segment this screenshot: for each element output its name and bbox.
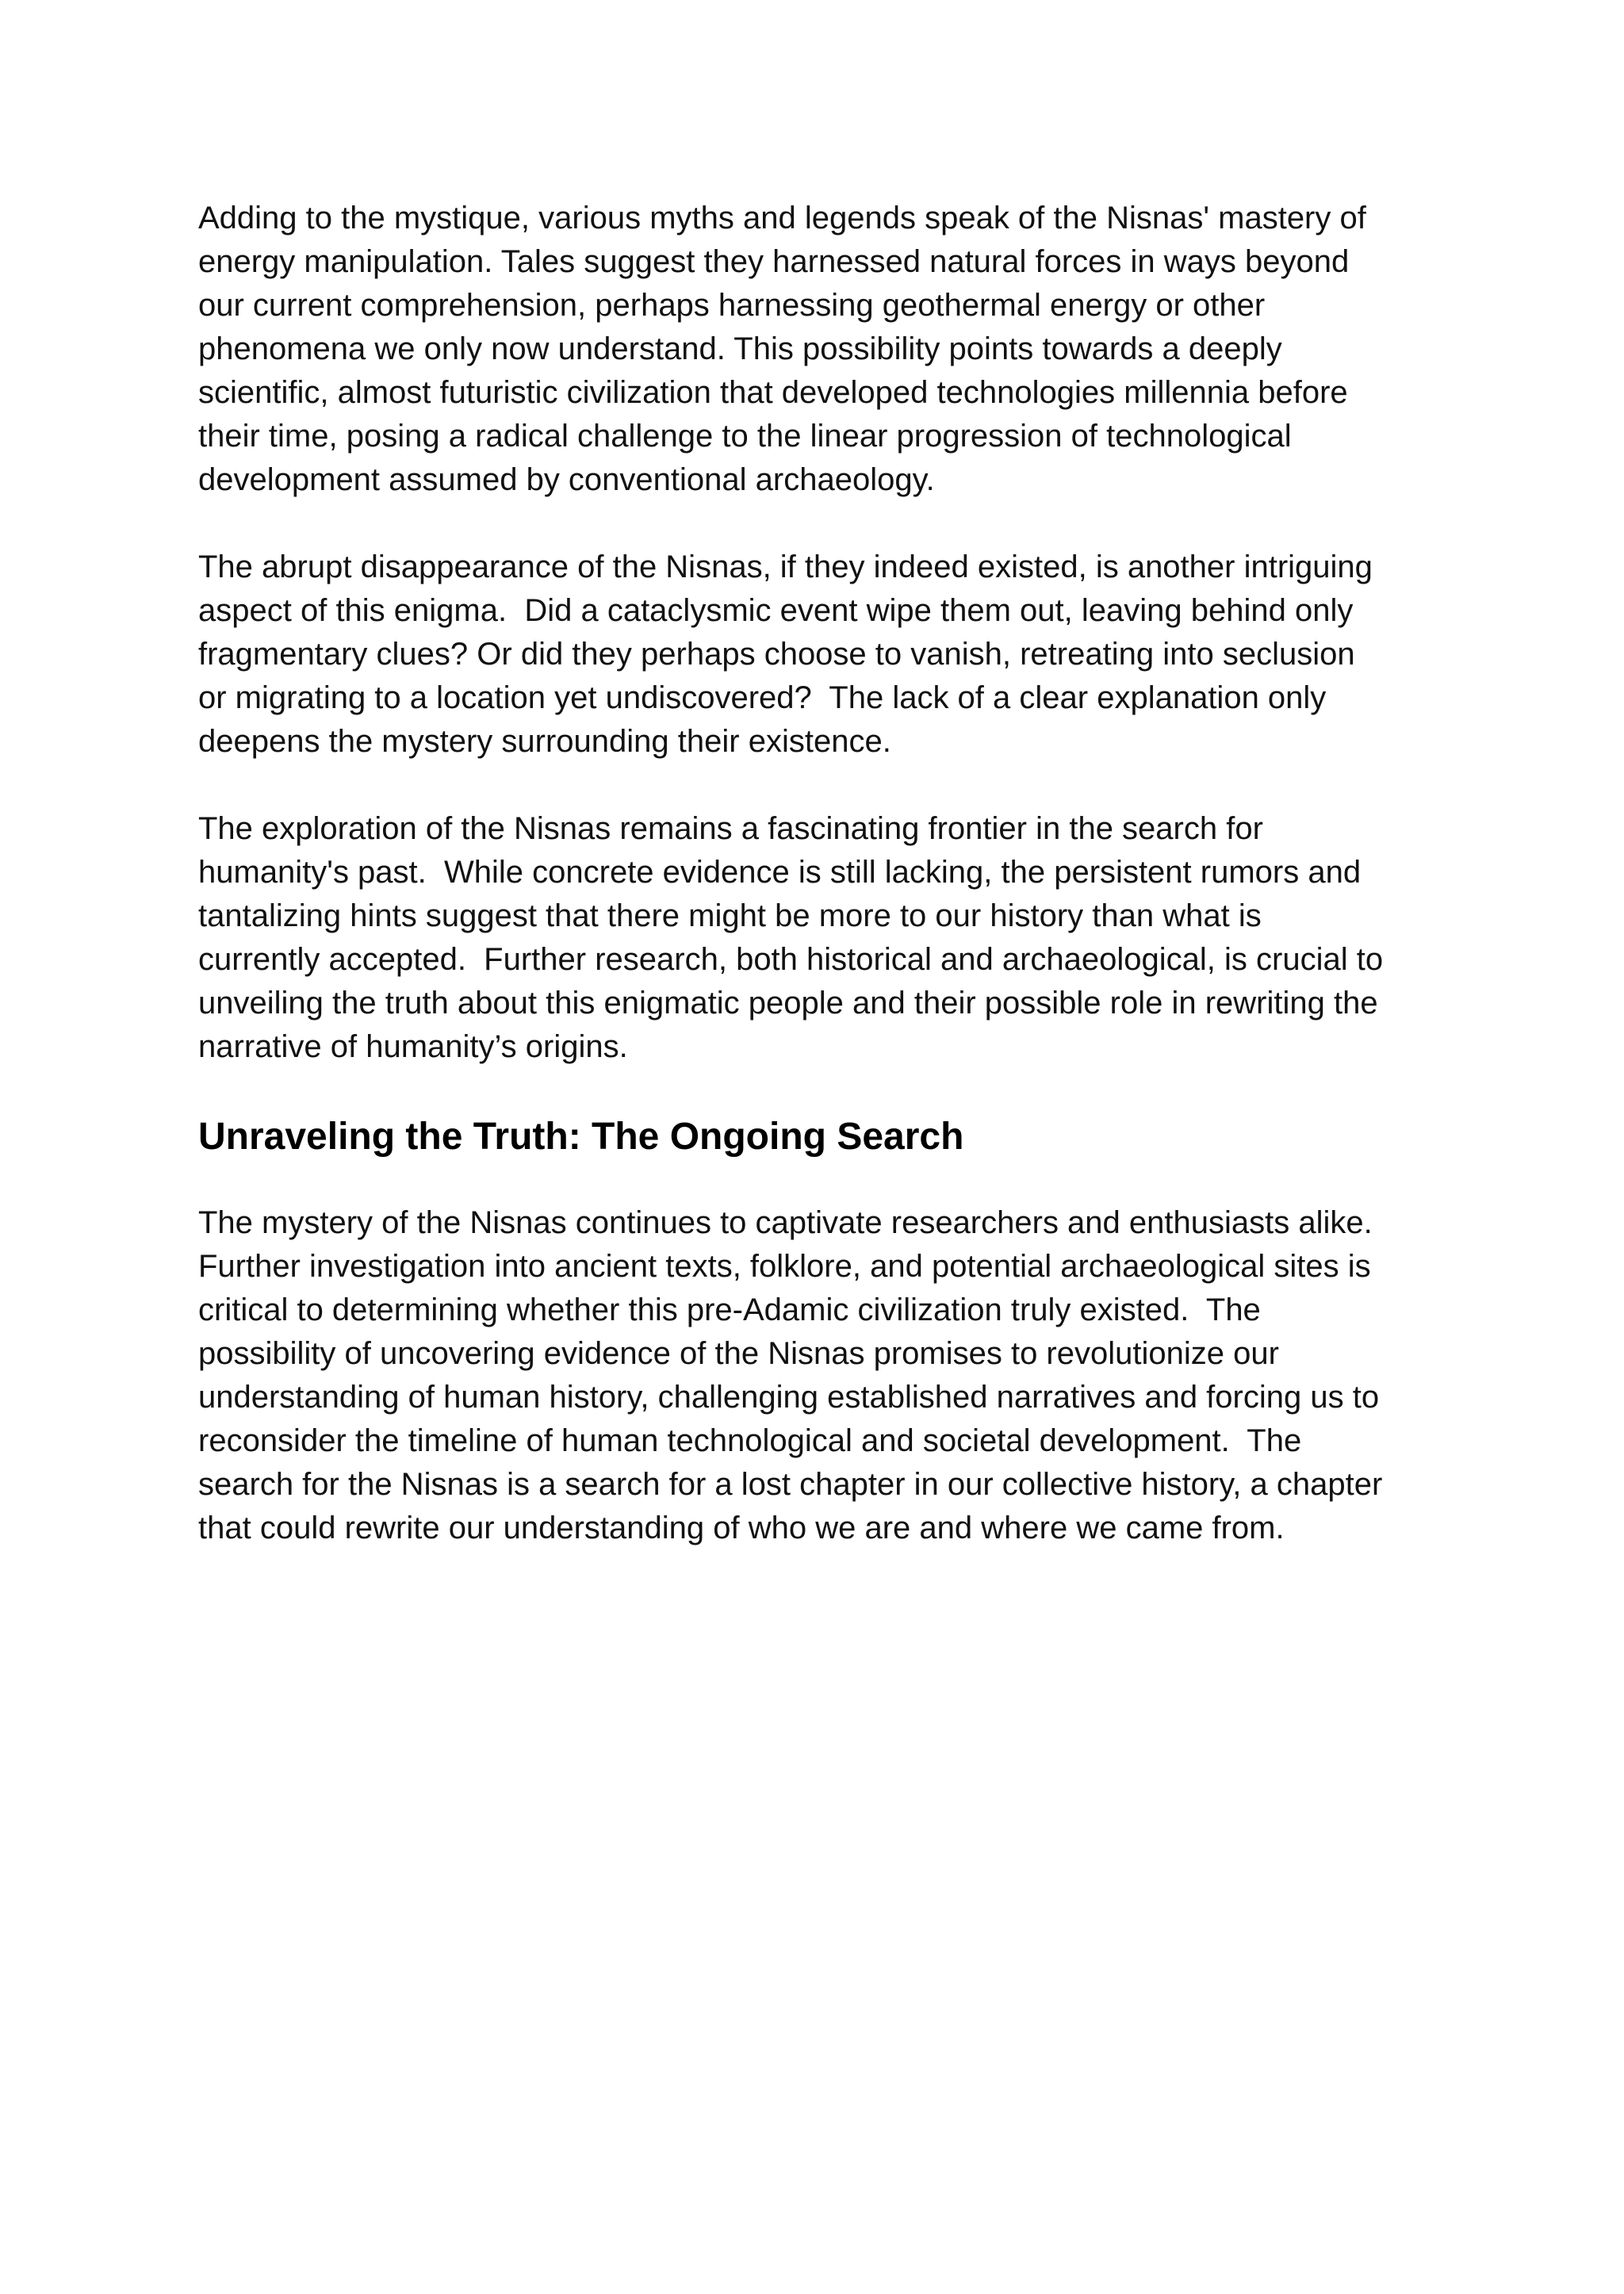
- paragraph-energy-manipulation: [198, 197, 1451, 502]
- text-line: currently accepted. Further research, both historical and archaeological, is crucial to: [198, 942, 1384, 977]
- paragraph-spacer: [198, 502, 1451, 546]
- text-line: development assumed by conventional archaeology.: [198, 462, 935, 497]
- text-line: Further investigation into ancient texts, folklore, and potential archaeological sites is: [198, 1249, 1371, 1284]
- text-line: our current comprehension, perhaps harnessing geothermal energy or other: [198, 288, 1266, 323]
- paragraph-disappearance: [198, 546, 1451, 764]
- paragraph-exploration: [198, 807, 1451, 1069]
- text-line: or migrating to a location yet undiscovered? The lack of a clear explanation only: [198, 680, 1327, 715]
- text-line: possibility of uncovering evidence of the Nisnas promises to revolutionize our: [198, 1336, 1279, 1371]
- text-line: aspect of this enigma. Did a cataclysmic event wipe them out, leaving behind only: [198, 593, 1354, 628]
- paragraph-ongoing-search: [198, 1201, 1451, 1550]
- text-line: humanity's past. While concrete evidence is still lacking, the persistent rumors and: [198, 855, 1362, 890]
- text-line: critical to determining whether this pre-Adamic civilization truly existed. The: [198, 1293, 1261, 1327]
- heading-spacer: [198, 1161, 1451, 1201]
- text-line: narrative of humanity’s origins.: [198, 1029, 628, 1064]
- section-heading: Unraveling the Truth: The Ongoing Search: [198, 1116, 964, 1158]
- paragraph-spacer: [198, 764, 1451, 807]
- text-line: Adding to the mystique, various myths and legends speak of the Nisnas' mastery of: [198, 201, 1366, 236]
- document-body: [198, 197, 1451, 1550]
- text-line: unveiling the truth about this enigmatic people and their possible role in rewriting the: [198, 986, 1378, 1021]
- text-line: understanding of human history, challenging established narratives and forcing us to: [198, 1380, 1380, 1415]
- text-line: phenomena we only now understand. This possibility points towards a deeply: [198, 331, 1282, 366]
- text-line: The exploration of the Nisnas remains a fascinating frontier in the search for: [198, 811, 1263, 846]
- text-line: deepens the mystery surrounding their existence.: [198, 724, 891, 759]
- text-line: reconsider the timeline of human technological and societal development. The: [198, 1423, 1302, 1458]
- text-line: The mystery of the Nisnas continues to captivate researchers and enthusiasts alike.: [198, 1205, 1373, 1240]
- text-line: that could rewrite our understanding of who we are and where we came from.: [198, 1511, 1285, 1545]
- text-line: search for the Nisnas is a search for a lost chapter in our collective history, a chapter: [198, 1467, 1383, 1502]
- heading-spacer: [198, 1069, 1451, 1113]
- text-line: scientific, almost futuristic civilization that developed technologies millennia before: [198, 375, 1348, 410]
- text-line: The abrupt disappearance of the Nisnas, if they indeed existed, is another intriguing: [198, 550, 1373, 584]
- text-line: their time, posing a radical challenge to the linear progression of technological: [198, 419, 1292, 454]
- text-line: energy manipulation. Tales suggest they harnessed natural forces in ways beyond: [198, 244, 1350, 279]
- text-line: tantalizing hints suggest that there might be more to our history than what is: [198, 898, 1262, 933]
- text-line: fragmentary clues? Or did they perhaps choose to vanish, retreating into seclusion: [198, 637, 1355, 672]
